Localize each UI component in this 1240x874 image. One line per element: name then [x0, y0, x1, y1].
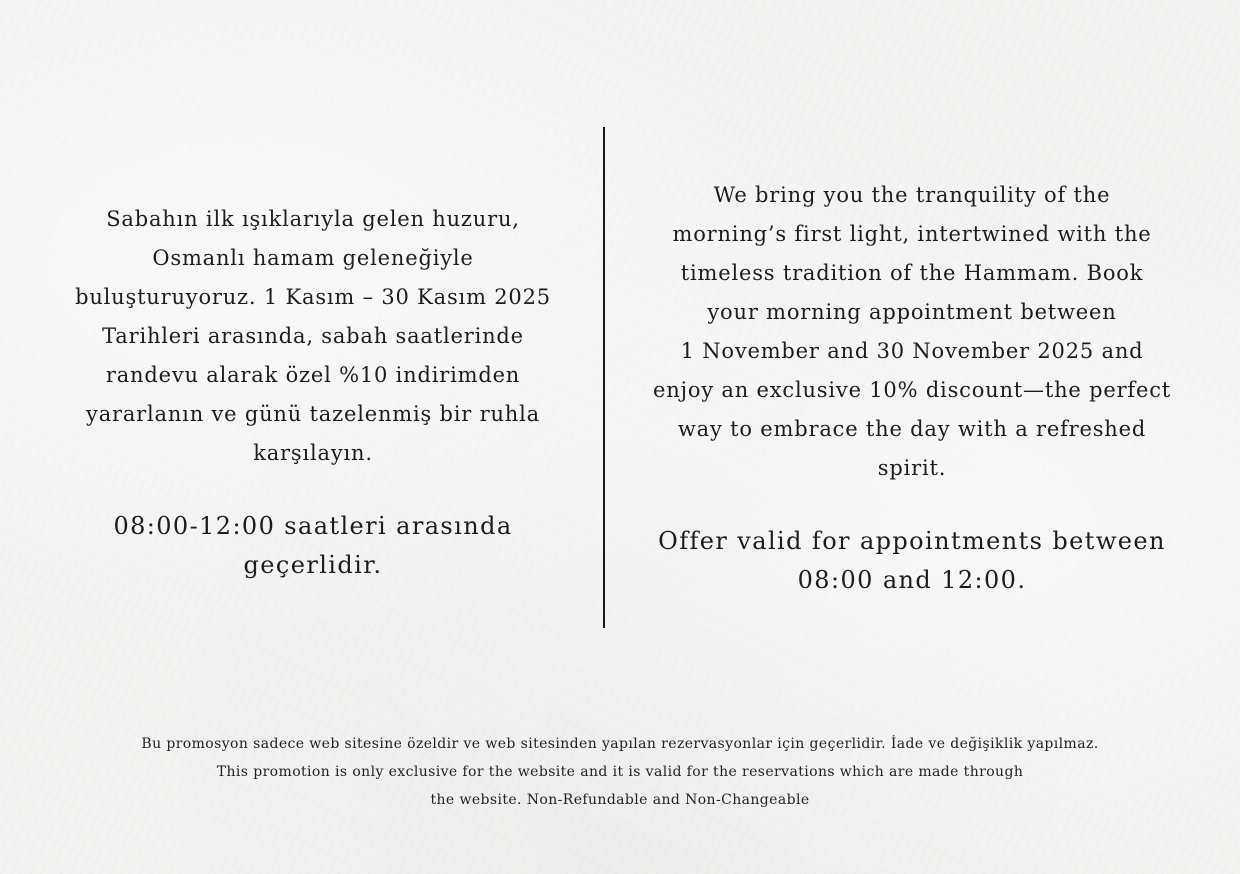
english-promo-paragraph: We bring you the tranquility of the morning’s first light, intertwined with the timeless tradition of the Hammam. Book your morning appointment between 1 November and 30 November 2025 and enjoy an exclusive 10% discount—the perfect way to embrace the day with a refreshed spirit. — [652, 183, 1172, 480]
turkish-promo-paragraph: Sabahın ilk ışıklarıyla gelen huzuru, Osmanlı hamam geleneğiyle buluşturuyoruz. 1 Kasım – 30 Kasım 2025 Tarihleri arasında, sabah saatlerinde randevu alarak özel %10 indirimden yararlanın ve günü tazelenmiş bir ruhla karşılayın. — [75, 207, 551, 465]
terms-footer — [40, 730, 1200, 814]
terms-line-english-1: This promotion is only exclusive for the website and it is valid for the reservations which are made through — [216, 764, 1024, 780]
turkish-column — [58, 200, 568, 585]
vertical-divider — [603, 127, 605, 628]
turkish-offer-hours: 08:00-12:00 saatleri arasında geçerlidir. — [113, 512, 513, 579]
terms-line-turkish: Bu promosyon sadece web sitesine özeldir ve web sitesinden yapılan rezervasyonlar için geçerlidir. İade ve değişiklik yapılmaz. — [141, 736, 1099, 752]
english-offer-hours: Offer valid for appointments between 08:00 and 12:00. — [658, 527, 1166, 594]
terms-line-english-2: the website. Non-Refundable and Non-Changeable — [430, 792, 810, 808]
english-column — [640, 176, 1184, 600]
